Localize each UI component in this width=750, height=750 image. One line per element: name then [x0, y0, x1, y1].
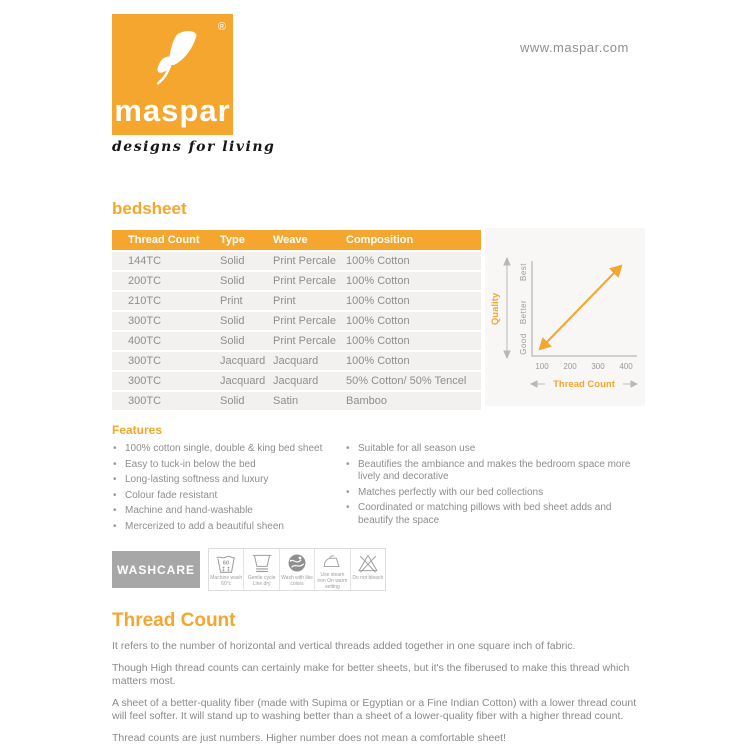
bedsheet-spec-table [112, 228, 481, 412]
maspar-logo [112, 14, 233, 135]
column-header: Thread Count [112, 230, 220, 250]
y-tick-better: Better [519, 299, 528, 325]
horizontal-arrow-left-icon [531, 381, 545, 387]
washcare-cell [351, 549, 385, 590]
cell-composition: 100% Cotton [346, 272, 481, 290]
column-header: Weave [273, 230, 346, 250]
cell-thread-count: 200TC [112, 272, 220, 290]
x-tick-100: 100 [535, 362, 549, 371]
registered-trademark-icon: ® [217, 21, 226, 33]
feature-item: • Suitable for all season use [345, 443, 637, 456]
bedsheet-section-title: bedsheet [112, 199, 187, 218]
cell-thread-count: 210TC [112, 292, 220, 310]
brand-name: maspar [114, 93, 231, 128]
cell-weave: Print Percale [273, 332, 346, 350]
table-row [112, 372, 481, 390]
features-list-right [345, 443, 637, 530]
cell-weave: Satin [273, 392, 346, 410]
table-row [112, 312, 481, 330]
cell-weave: Print Percale [273, 252, 346, 270]
washcare-label: Gentle cycle Line dry [247, 575, 276, 587]
features-section-title: Features [112, 423, 163, 437]
svg-text:60: 60 [222, 560, 230, 567]
feature-item: • Coordinated or matching pillows with bed sheet adds and beautify the space [345, 502, 637, 527]
washcare-title: WASHCARE [116, 562, 195, 577]
washcare-label: Machine wash 60°c [210, 575, 243, 587]
washcare-cell [209, 549, 244, 590]
washcare-cell [244, 549, 279, 590]
cell-composition: 100% Cotton [346, 292, 481, 310]
wash-with-like-colors-icon [286, 552, 308, 574]
vertical-double-arrow-icon [504, 258, 510, 358]
thread-count-paragraph: Though High thread counts can certainly make for better sheets, but it's the fiberused to make this thread which matters most. [112, 662, 630, 687]
washcare-label: Do not bleach [352, 575, 384, 581]
table-row [112, 252, 481, 270]
thread-count-paragraph: A sheet of a better-quality fiber (made with Supima or Egyptian or a Fine Indian Cotton) with a lower thread count will feel softer. It will stand up to washing better than a sheet of a lower-quality fiber with a higher thread count. [112, 697, 637, 722]
table-row [112, 272, 481, 290]
horizontal-arrow-right-icon [623, 381, 637, 387]
cell-thread-count: 400TC [112, 332, 220, 350]
washcare-label: Use steam iron On warm setting [317, 572, 348, 590]
washcare-label: Wash with like colors [281, 575, 313, 587]
y-tick-best: Best [519, 262, 528, 282]
feature-item: • Colour fade resistant [112, 490, 337, 503]
table-row [112, 352, 481, 370]
do-not-bleach-icon [357, 552, 379, 574]
feather-icon [140, 30, 206, 92]
thread-count-paragraph: Thread counts are just numbers. Higher number does not mean a comfortable sheet! [112, 732, 506, 744]
washcare-heading-badge [112, 551, 200, 588]
cell-composition: 50% Cotton/ 50% Tencel [346, 372, 481, 390]
y-axis-title: Quality [490, 292, 501, 326]
x-tick-300: 300 [591, 362, 605, 371]
thread-count-section-title: Thread Count [112, 610, 236, 631]
cell-type: Solid [220, 252, 273, 270]
table-row [112, 292, 481, 310]
washcare-cell [315, 549, 350, 590]
x-axis-title: Thread Count [553, 379, 615, 390]
feature-item: • Machine and hand-washable [112, 505, 337, 518]
column-header: Type [220, 230, 273, 250]
cell-composition: 100% Cotton [346, 252, 481, 270]
table-row [112, 332, 481, 350]
washcare-cell [280, 549, 315, 590]
cell-thread-count: 300TC [112, 352, 220, 370]
cell-type: Solid [220, 392, 273, 410]
quality-thread-count-chart [485, 228, 645, 406]
cell-composition: Bamboo [346, 392, 481, 410]
feature-item: • Long-lasting softness and luxury [112, 474, 337, 487]
y-tick-good: Good [519, 333, 528, 355]
cell-type: Jacquard [220, 352, 273, 370]
thread-count-paragraph: It refers to the number of horizontal and vertical threads added together in one square inch of fabric. [112, 640, 576, 652]
steam-iron-warm-icon [321, 552, 343, 571]
cell-weave: Jacquard [273, 372, 346, 390]
column-header: Composition [346, 230, 481, 250]
cell-type: Jacquard [220, 372, 273, 390]
x-tick-400: 400 [619, 362, 633, 371]
x-tick-200: 200 [563, 362, 577, 371]
cell-weave: Print Percale [273, 272, 346, 290]
table-header-row [112, 230, 481, 250]
feature-item: • Mercerized to add a beautiful sheen [112, 521, 337, 534]
table-row [112, 392, 481, 410]
website-link[interactable]: www.maspar.com [520, 40, 629, 55]
trend-arrow-icon [540, 266, 621, 349]
cell-composition: 100% Cotton [346, 312, 481, 330]
cell-thread-count: 300TC [112, 312, 220, 330]
cell-type: Solid [220, 312, 273, 330]
feature-item: • Easy to tuck-in below the bed [112, 459, 337, 472]
machine-wash-60-icon [215, 552, 237, 574]
feature-item: • Beautifies the ambiance and makes the bedroom space more lively and decorative [345, 459, 637, 484]
cell-type: Solid [220, 272, 273, 290]
gentle-cycle-line-dry-icon [251, 552, 273, 574]
cell-thread-count: 144TC [112, 252, 220, 270]
feature-item: • 100% cotton single, double & king bed sheet [112, 443, 337, 456]
cell-type: Print [220, 292, 273, 310]
brand-tagline: designs for living [112, 139, 276, 155]
features-list-left [112, 443, 337, 536]
cell-thread-count: 300TC [112, 392, 220, 410]
cell-weave: Print [273, 292, 346, 310]
cell-weave: Jacquard [273, 352, 346, 370]
cell-thread-count: 300TC [112, 372, 220, 390]
cell-composition: 100% Cotton [346, 332, 481, 350]
feature-item: • Matches perfectly with our bed collections [345, 487, 637, 500]
cell-type: Solid [220, 332, 273, 350]
cell-composition: 100% Cotton [346, 352, 481, 370]
washcare-icons-panel [208, 548, 386, 591]
thread-count-body [112, 640, 639, 750]
cell-weave: Print Percale [273, 312, 346, 330]
